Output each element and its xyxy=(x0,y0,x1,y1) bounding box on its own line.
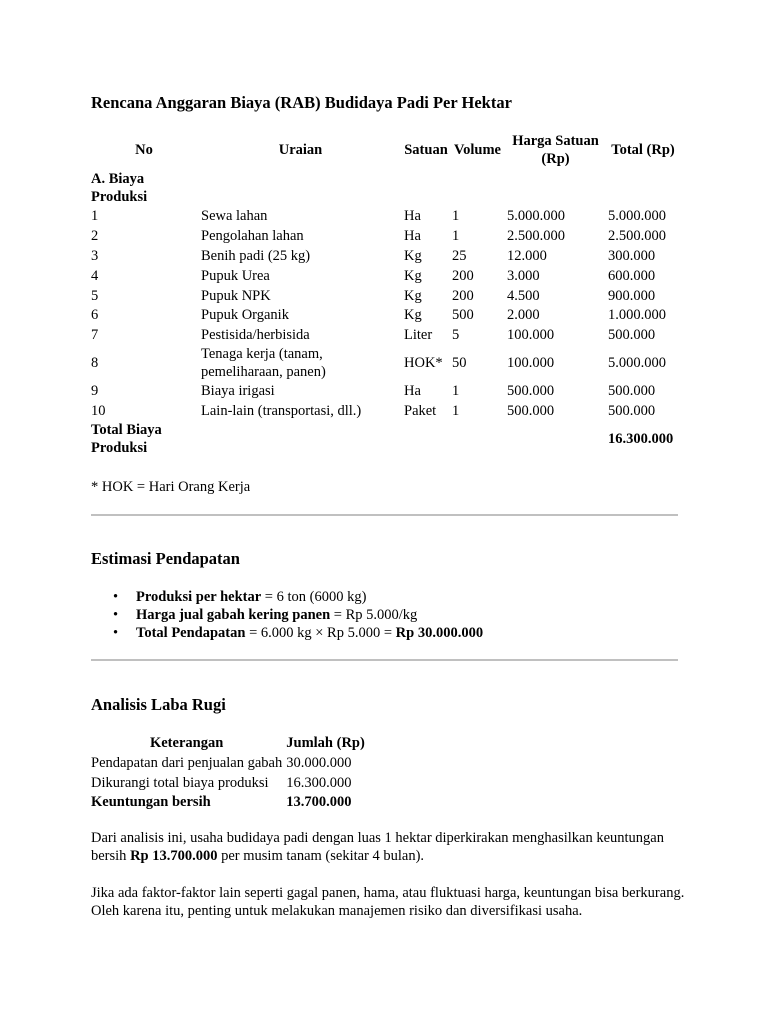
cell-uraian: Pengolahan lahan xyxy=(201,227,304,244)
table-row xyxy=(89,226,680,246)
table-row xyxy=(89,381,680,401)
cell-harga: 500.000 xyxy=(507,383,555,400)
col-header-harga: Harga Satuan (Rp) xyxy=(512,133,599,167)
cell-total: 500.000 xyxy=(608,383,656,400)
cell-no: 1 xyxy=(91,207,99,224)
cell-no: 4 xyxy=(91,267,99,284)
cell-uraian: Biaya irigasi xyxy=(201,383,275,400)
hok-footnote: * HOK = Hari Orang Kerja xyxy=(91,479,251,495)
cell-no: 8 xyxy=(91,355,99,372)
cell-satuan: Kg xyxy=(404,247,422,264)
cell-harga: 2.500.000 xyxy=(507,227,565,244)
table-row xyxy=(89,753,367,773)
col-header-no: No xyxy=(135,142,153,158)
cell-total: 900.000 xyxy=(608,287,656,304)
cell-uraian: Pestisida/herbisida xyxy=(201,327,310,344)
cell-satuan: Kg xyxy=(404,287,422,304)
cell-uraian: Tenaga kerja (tanam, pemeliharaan, panen) xyxy=(201,346,326,381)
estimasi-list xyxy=(91,588,483,642)
laba-rugi-title: Analisis Laba Rugi xyxy=(91,695,226,714)
cell-total: 1.000.000 xyxy=(608,307,666,324)
col-header-satuan: Satuan xyxy=(404,142,448,158)
cell-jumlah: 16.300.000 xyxy=(286,774,352,791)
cell-total: 2.500.000 xyxy=(608,227,666,244)
table-row xyxy=(89,286,680,306)
cell-satuan: Paket xyxy=(404,403,437,420)
cell-harga: 3.000 xyxy=(507,267,540,284)
cell-volume: 500 xyxy=(452,307,474,324)
bullet-icon: • xyxy=(113,589,119,605)
risk-paragraph: Jika ada faktor-faktor lain seperti gagal panen, hama, atau fluktuasi harga, keuntungan bisa berkurang. Oleh karena itu, penting untuk melakukan manajemen risiko dan diversifikasi usaha. xyxy=(91,885,685,919)
divider xyxy=(91,659,678,661)
cell-harga: 12.000 xyxy=(507,247,547,264)
cell-keterangan: Pendapatan dari penjualan gabah xyxy=(91,754,283,771)
profit-value: 13.700.000 xyxy=(286,794,352,811)
cell-satuan: Liter xyxy=(404,327,433,344)
cell-total: 500.000 xyxy=(608,403,656,420)
cell-total: 500.000 xyxy=(608,327,656,344)
cell-satuan: Ha xyxy=(404,207,421,224)
cell-keterangan: Dikurangi total biaya produksi xyxy=(91,774,269,791)
table-row xyxy=(89,773,367,793)
cell-no: 10 xyxy=(91,403,106,420)
table-row xyxy=(89,266,680,286)
estimasi-title: Estimasi Pendapatan xyxy=(91,549,240,568)
table-row xyxy=(89,246,680,266)
table-row xyxy=(89,401,680,421)
cell-uraian: Pupuk NPK xyxy=(201,287,271,304)
col-header-volume: Volume xyxy=(454,142,501,158)
cell-uraian: Pupuk Organik xyxy=(201,307,289,324)
bullet-icon: • xyxy=(113,607,119,623)
rab-header-row xyxy=(89,130,680,170)
cell-total: 5.000.000 xyxy=(608,207,666,224)
profit-label: Keuntungan bersih xyxy=(91,794,211,811)
rab-table xyxy=(89,130,680,457)
cell-uraian: Lain-lain (transportasi, dll.) xyxy=(201,403,362,420)
profit-highlight: Rp 13.700.000 xyxy=(130,848,218,864)
col-header-uraian: Uraian xyxy=(278,142,323,158)
total-value: 16.300.000 xyxy=(608,431,674,448)
cell-jumlah: 30.000.000 xyxy=(286,754,352,771)
conclusion-paragraph: Dari analisis ini, usaha budidaya padi dengan luas 1 hektar diperkirakan menghasilkan keuntungan bersih Rp 13.700.000 per musim tanam (sekitar 4 bulan). xyxy=(91,830,664,864)
cell-satuan: Kg xyxy=(404,307,422,324)
cell-volume: 200 xyxy=(452,287,474,304)
cell-satuan: Ha xyxy=(404,383,421,400)
cell-uraian: Sewa lahan xyxy=(201,207,268,224)
list-item: • Harga jual gabah kering panen = Rp 5.000/kg xyxy=(113,607,418,623)
cell-volume: 5 xyxy=(452,327,460,344)
table-row xyxy=(89,325,680,345)
cell-no: 6 xyxy=(91,307,99,324)
cell-harga: 2.000 xyxy=(507,307,540,324)
cell-no: 2 xyxy=(91,227,99,244)
col-header-jumlah: Jumlah (Rp) xyxy=(286,735,365,751)
cell-volume: 50 xyxy=(452,355,467,372)
divider xyxy=(91,514,678,516)
cell-total: 600.000 xyxy=(608,267,656,284)
cell-total: 5.000.000 xyxy=(608,355,666,372)
bullet-icon: • xyxy=(113,625,119,641)
list-item: • Total Pendapatan = 6.000 kg × Rp 5.000 = Rp 30.000.000 xyxy=(113,625,484,641)
cell-satuan: HOK* xyxy=(404,355,443,372)
col-header-keterangan: Keterangan xyxy=(149,735,224,751)
cell-harga: 4.500 xyxy=(507,287,540,304)
table-row xyxy=(89,206,680,226)
laba-rugi-table xyxy=(89,733,367,812)
cell-total: 300.000 xyxy=(608,247,656,264)
cell-no: 3 xyxy=(91,247,99,264)
cell-satuan: Ha xyxy=(404,227,421,244)
cell-volume: 25 xyxy=(452,247,467,264)
section-row xyxy=(89,170,680,206)
table-row xyxy=(89,305,680,325)
cell-volume: 1 xyxy=(452,383,460,400)
cell-no: 9 xyxy=(91,383,99,400)
col-header-total: Total (Rp) xyxy=(611,142,675,158)
cell-no: 5 xyxy=(91,287,99,304)
cell-volume: 200 xyxy=(452,267,474,284)
cell-volume: 1 xyxy=(452,403,460,420)
cell-harga: 5.000.000 xyxy=(507,207,565,224)
profit-row xyxy=(89,793,367,813)
lr-header-row xyxy=(89,733,367,753)
cell-volume: 1 xyxy=(452,227,460,244)
table-row xyxy=(89,345,680,381)
cell-harga: 100.000 xyxy=(507,327,555,344)
section-label: A. Biaya Produksi xyxy=(91,171,148,205)
cell-harga: 100.000 xyxy=(507,355,555,372)
list-item: • Produksi per hektar = 6 ton (6000 kg) xyxy=(113,589,367,605)
rab-title: Rencana Anggaran Biaya (RAB) Budidaya Padi Per Hektar xyxy=(91,93,512,112)
cell-harga: 500.000 xyxy=(507,403,555,420)
cell-uraian: Pupuk Urea xyxy=(201,267,270,284)
cell-volume: 1 xyxy=(452,207,460,224)
cell-no: 7 xyxy=(91,327,99,344)
total-row xyxy=(89,421,680,457)
cell-satuan: Kg xyxy=(404,267,422,284)
total-label: Total Biaya Produksi xyxy=(91,422,162,457)
cell-uraian: Benih padi (25 kg) xyxy=(201,247,311,264)
